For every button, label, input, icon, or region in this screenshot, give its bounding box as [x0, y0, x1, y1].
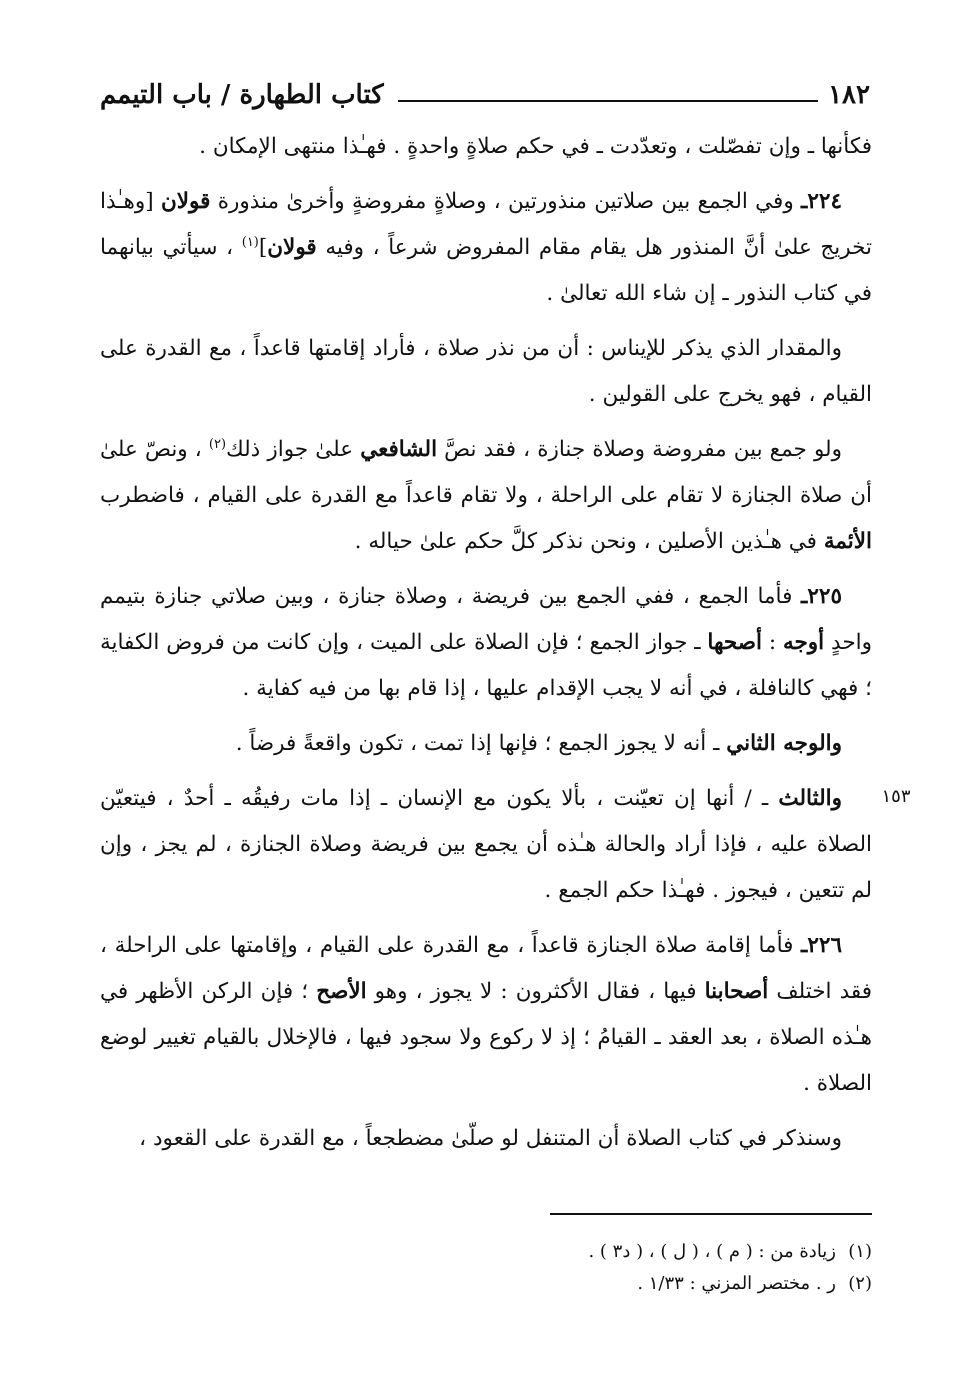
header-rule [398, 100, 818, 102]
text-run: ؛ فإن الركن الأظهر في هـٰذه الصلاة ، بعد العقد ـ القيامُ ؛ إذ لا ركوع ولا سجود فيها ، فالإخلال بالقيام تغيير لوضع الصلاة . [100, 979, 872, 1096]
text-run: ـ أنه لا يجوز الجمع ؛ فإنها إذا تمت ، تكون واقعةً فرضاً . [235, 731, 727, 756]
bold-term: الأصح [316, 979, 367, 1004]
text-run: فيها ، فقال الأكثرون : لا يجوز ، وهو [366, 979, 705, 1004]
text-run: : [761, 630, 783, 655]
bold-term: أصحها [707, 630, 762, 655]
paragraph [100, 427, 872, 565]
bold-term: أوجه [782, 630, 825, 655]
running-title: كتاب الطهارة / باب التيمم [100, 80, 384, 110]
paragraph [100, 923, 872, 1107]
text-run: ولو جمع بين مفروضة وصلاة جنازة ، فقد نصَّ [437, 437, 842, 462]
bold-term: أصحابنا [704, 979, 769, 1004]
footnote-ref: (٢) [208, 436, 227, 452]
text-run: في هـٰذين الأصلين ، ونحن نذكر كلَّ حكم علىٰ حياله . [354, 529, 824, 554]
paragraph [100, 1116, 872, 1162]
footnote-text: ر . مختصر المزني : ١/٣٣ . [637, 1273, 836, 1294]
text-run: ] [258, 235, 268, 260]
bold-term: الأئمة [823, 529, 872, 554]
text-run: فكأنها ـ وإن تفصّلت ، وتعدّدت ـ في حكم صلاةٍ واحدةٍ . فهـٰذا منتهى الإمكان . [199, 134, 872, 159]
footnote-1 [100, 1236, 872, 1268]
bold-term: ٢٢٤ـ [801, 189, 842, 214]
footnote-2 [100, 1268, 872, 1300]
text-run: ، ونصّ علىٰ أن صلاة الجنازة لا تقام على الراحلة ، ولا تقام قاعداً مع القدرة على القيام ، فاضطرب [100, 437, 872, 508]
main-text [100, 124, 872, 1171]
text-run: والمقدار الذي يذكر للإيناس : [579, 336, 842, 361]
page-header [100, 72, 870, 118]
text-run: فأما إقامة صلاة الجنازة قاعداً ، مع القدرة على القيام ، وإقامتها على الراحلة ، فقد اختلف [100, 933, 873, 1004]
footnote-separator [550, 1213, 872, 1215]
paragraph [100, 326, 872, 418]
bold-term: قولان [160, 189, 211, 214]
paragraph [100, 776, 872, 914]
text-run: ـ / أنها إن تعيّنت ، بألا يكون مع الإنسان ـ إذا مات رفيقُه ـ أحدٌ ، فيتعيّن الصلاة عليه ، فإذا أراد والحالة هـٰذه أن يجمع بين فريضة وصلاة الجنازة ، لم يجز ، وإن لم تتعين ، فيجوز . فهـٰذا حكم الجمع . [100, 786, 872, 903]
paragraph [100, 574, 872, 712]
footnotes [100, 1236, 872, 1300]
text-run: [وهـٰذا تخريج علىٰ أنَّ المنذور هل يقام مقام المفروض شرعاً ، وفيه [100, 189, 873, 260]
footnote-number: (٢) [848, 1273, 872, 1294]
text-run: ـ جواز الجمع ؛ فإن الصلاة على الميت ، وإن كانت من فروض الكفاية ؛ فهي كالنافلة ، في أنه لا يجب الإقدام عليها ، إذا قام بها من فيه كفاية . [100, 630, 872, 701]
footnote-ref: (١) [241, 234, 259, 250]
page-number: ١٨٢ [828, 80, 870, 110]
paragraph [100, 124, 872, 170]
text-run: وسنذكر في كتاب الصلاة أن المتنفل لو صلّىٰ مضطجعاً ، مع القدرة على القعود ، [139, 1126, 842, 1151]
text-run: وفي الجمع بين صلاتين منذورتين ، وصلاةٍ مفروضةٍ وأخرىٰ منذورة [210, 189, 802, 214]
bold-term: ٢٢٦ـ [801, 933, 842, 958]
text-run: أن من نذر صلاة ، فأراد إقامتها قاعداً ، مع القدرة على القيام ، فهو يخرج على القولين . [100, 336, 872, 407]
text-run: علىٰ جواز ذلك [226, 437, 361, 462]
bold-term: والثالث [778, 786, 842, 811]
paragraph [100, 179, 872, 317]
margin-folio-number: ١٥٣ [881, 786, 911, 807]
bold-term: ٢٢٥ـ [801, 584, 842, 609]
bold-term: قولان [267, 235, 317, 260]
bold-term: الشافعي [360, 437, 438, 462]
footnote-text: زيادة من : ( م ) ، ( ل ) ، ( د٣ ) . [588, 1241, 836, 1262]
bold-term: والوجه الثاني [726, 731, 842, 756]
footnote-number: (١) [848, 1241, 872, 1262]
paragraph [100, 721, 872, 767]
text-run: فأما الجمع ، ففي الجمع بين فريضة ، وصلاة جنازة ، وبين صلاتي جنازة بتيمم واحدٍ [100, 584, 872, 655]
text-run: ، سيأتي بيانهما في كتاب النذور ـ إن شاء الله تعالىٰ . [100, 235, 872, 306]
